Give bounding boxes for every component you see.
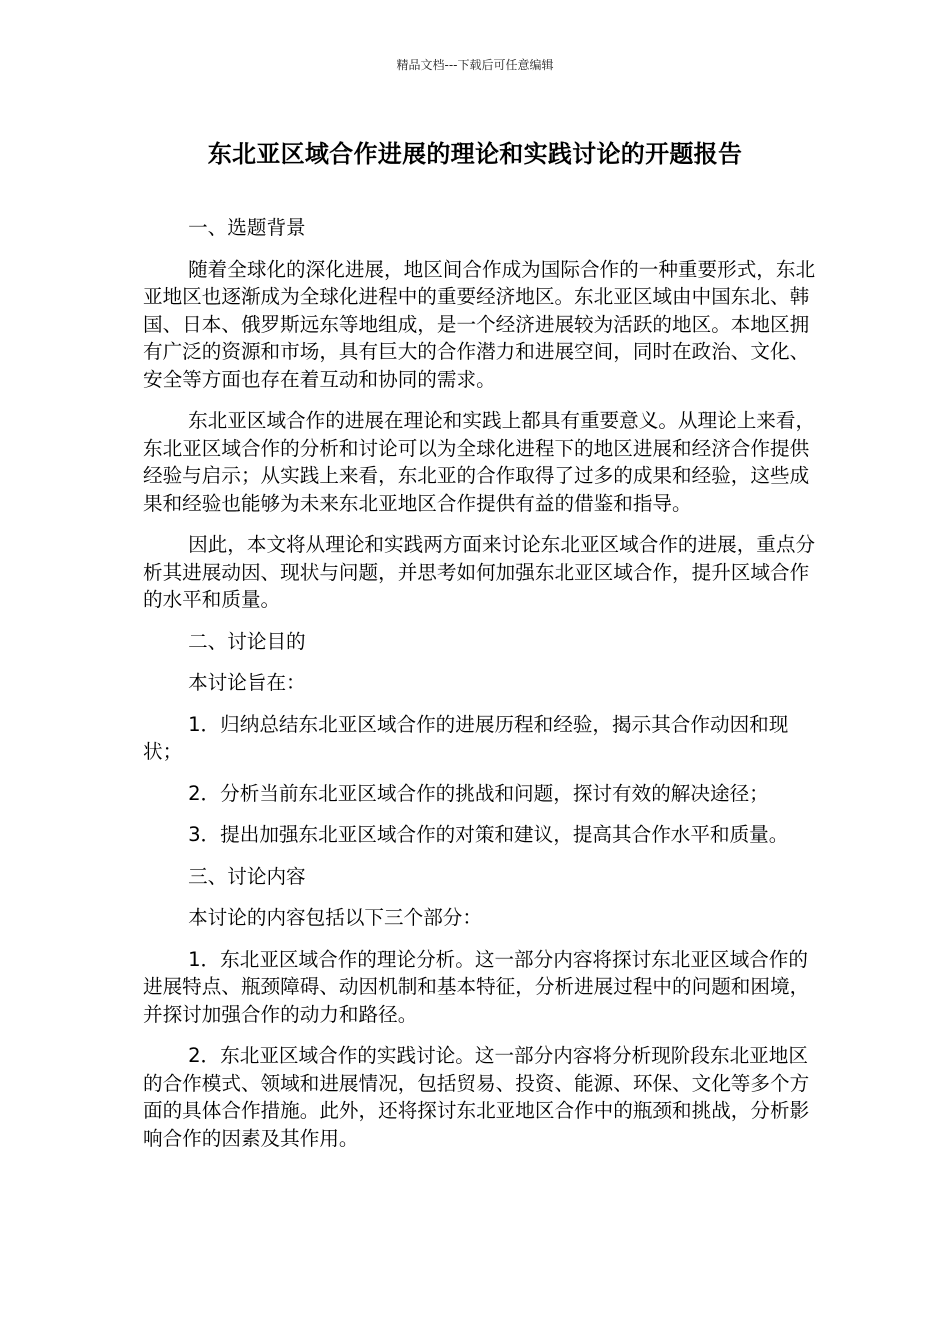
- section-heading-content: 三、讨论内容: [188, 864, 306, 888]
- document-title: 东北亚区域合作进展的理论和实践讨论的开题报告: [207, 140, 743, 168]
- list-item: 2．东北亚区域合作的实践讨论。这一部分内容将分析现阶段东北亚地区的合作模式、领域和进展情况，包括贸易、投资、能源、环保、文化等多个方面的具体合作措施。此外，还将探讨东北亚地区合作中的瓶颈和挑战，分析影响合作的因素及其作用。: [143, 1044, 810, 1150]
- header-note: 精品文档---下载后可任意编辑: [396, 58, 554, 72]
- list-item: 1．东北亚区域合作的理论分析。这一部分内容将探讨东北亚区域合作的进展特点、瓶颈障碍、动因机制和基本特征，分析进展过程中的问题和困境，并探讨加强合作的动力和路径。: [143, 947, 810, 1026]
- list-item: 1．归纳总结东北亚区域合作的进展历程和经验，揭示其合作动因和现状；: [143, 712, 789, 763]
- section-heading-purpose: 二、讨论目的: [188, 629, 306, 653]
- list-item: 3．提出加强东北亚区域合作的对策和建议，提高其合作水平和质量。: [188, 823, 789, 846]
- paragraph: 本讨论的内容包括以下三个部分：: [188, 906, 482, 929]
- paragraph: 东北亚区域合作的进展在理论和实践上都具有重要意义。从理论上来看，东北亚区域合作的分析和讨论可以为全球化进程下的地区进展和经济合作提供经验与启示；从实践上来看，东北亚的合作取得了过多的成果和经验，这些成果和经验也能够为未来东北亚地区合作提供有益的借鉴和指导。: [143, 409, 816, 515]
- list-item: 2．分析当前东北亚区域合作的挑战和问题，探讨有效的解决途径；: [188, 781, 769, 805]
- section-heading-background: 一、选题背景: [188, 216, 306, 239]
- paragraph: 随着全球化的深化进展，地区间合作成为国际合作的一种重要形式，东北亚地区也逐渐成为全球化进程中的重要经济地区。东北亚区域由中国东北、韩国、日本、俄罗斯远东等地组成，是一个经济进展较为活跃的地区。本地区拥有广泛的资源和市场，具有巨大的合作潜力和进展空间，同时在政治、文化、安全等方面也存在着互动和协同的需求。: [143, 257, 816, 391]
- paragraph: 本讨论旨在：: [188, 671, 306, 694]
- paragraph: 因此，本文将从理论和实践两方面来讨论东北亚区域合作的进展，重点分析其进展动因、现状与问题，并思考如何加强东北亚区域合作，提升区域合作的水平和质量。: [143, 533, 816, 611]
- document-body: [143, 214, 819, 1166]
